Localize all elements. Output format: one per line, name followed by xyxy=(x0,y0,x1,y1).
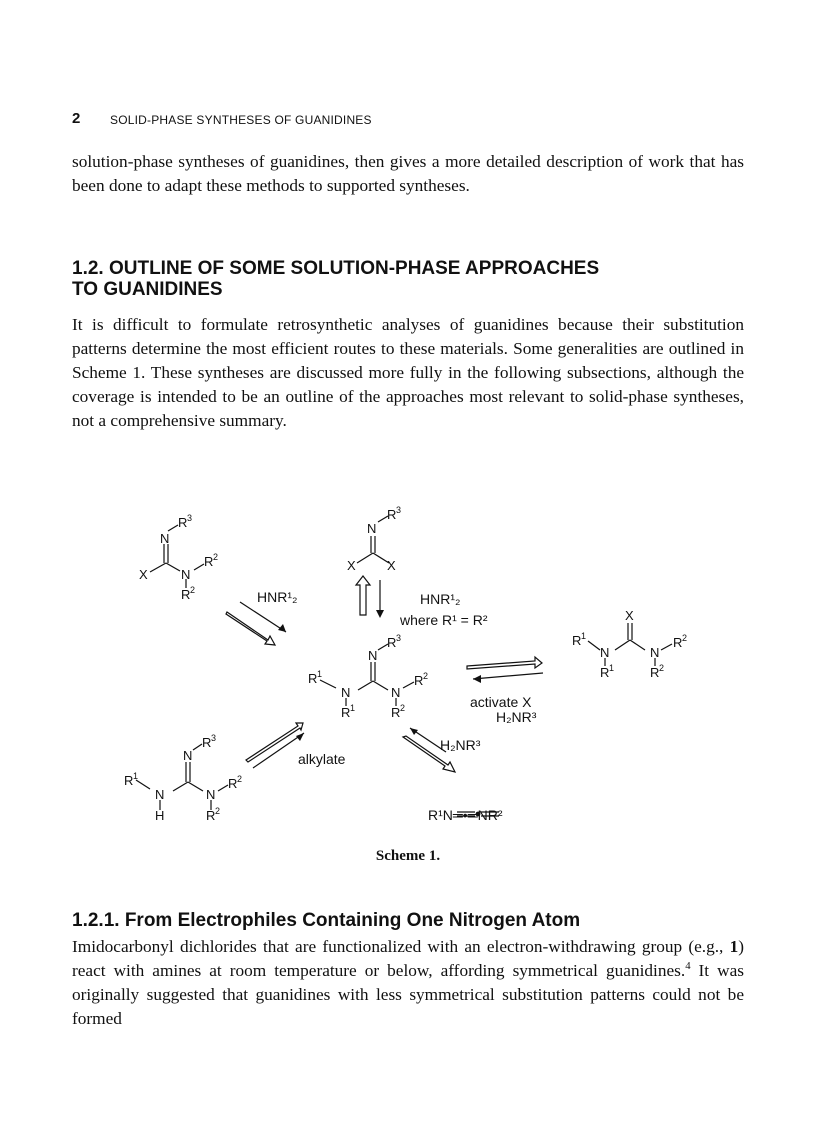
svg-text:2: 2 xyxy=(237,774,243,784)
svg-text:R: R xyxy=(600,665,610,680)
svg-text:R: R xyxy=(202,735,212,750)
section-heading-line2: TO GUANIDINES xyxy=(72,279,223,300)
svg-text:2: 2 xyxy=(190,585,196,595)
svg-text:R: R xyxy=(308,671,318,686)
svg-text:R: R xyxy=(414,673,424,688)
svg-text:2: 2 xyxy=(400,703,406,713)
svg-text:R: R xyxy=(673,635,683,650)
subsection-text-1: Imidocarbonyl dichlorides that are functionalized with an electron-withdrawing group (e.g., xyxy=(72,937,730,956)
scheme-caption: Scheme 1. xyxy=(375,848,441,864)
structure-top-left xyxy=(150,525,204,588)
svg-text:N: N xyxy=(181,567,191,582)
subsection-text-2: ) react with amines at room temperature or below, affording symmetrical guanidines. xyxy=(72,937,744,980)
svg-text:1: 1 xyxy=(581,631,587,641)
subsection-text-3: It was originally suggested that guanidines with less symmetrical substitution patterns could not be formed xyxy=(72,961,744,1028)
svg-text:2: 2 xyxy=(659,663,665,673)
scheme-1-svg xyxy=(120,500,720,840)
svg-text:2: 2 xyxy=(423,671,429,681)
page-number: 2 xyxy=(72,110,81,127)
label-activate: activate X xyxy=(470,694,532,710)
arrow-lower-left xyxy=(246,723,304,768)
svg-text:R: R xyxy=(341,705,351,720)
arrow-right-horizontal xyxy=(467,657,543,683)
svg-text:N: N xyxy=(600,645,610,660)
arrow-upper-left xyxy=(226,602,286,645)
svg-text:3: 3 xyxy=(396,505,402,515)
label-where: where R¹ = R² xyxy=(400,612,488,628)
svg-text:R: R xyxy=(387,635,397,650)
svg-text:2: 2 xyxy=(213,552,219,562)
label-hnr-left: HNR¹₂ xyxy=(257,589,298,605)
svg-text:X: X xyxy=(625,608,634,623)
subsection-paragraph xyxy=(72,935,744,1031)
footnote-ref: 4 xyxy=(685,960,691,973)
svg-text:H: H xyxy=(155,808,165,823)
svg-text:3: 3 xyxy=(211,733,217,743)
svg-text:R: R xyxy=(387,507,397,522)
svg-text:X: X xyxy=(139,567,148,582)
svg-text:N: N xyxy=(341,685,351,700)
svg-text:N: N xyxy=(160,531,170,546)
label-h2nr3-right: H₂NR³ xyxy=(496,709,537,725)
svg-text:N: N xyxy=(206,787,216,802)
svg-text:R: R xyxy=(204,554,214,569)
svg-text:1: 1 xyxy=(350,703,356,713)
svg-text:N: N xyxy=(391,685,401,700)
svg-text:N: N xyxy=(155,787,165,802)
svg-text:R: R xyxy=(650,665,660,680)
svg-text:X: X xyxy=(387,558,396,573)
subsection-heading: 1.2.1. From Electrophiles Containing One Nitrogen Atom xyxy=(72,910,581,931)
arrow-top-vertical xyxy=(356,576,384,618)
svg-text:R: R xyxy=(178,515,188,530)
label-carbodiimide: R¹N═•═NR² xyxy=(428,807,503,823)
svg-text:N: N xyxy=(368,648,378,663)
svg-text:3: 3 xyxy=(187,513,193,523)
running-title: SOLID-PHASE SYNTHESES OF GUANIDINES xyxy=(110,113,372,127)
scheme-1-figure xyxy=(120,500,720,840)
svg-text:R: R xyxy=(572,633,582,648)
svg-text:R: R xyxy=(391,705,401,720)
svg-text:1: 1 xyxy=(317,669,323,679)
section-heading xyxy=(72,258,752,300)
svg-text:1: 1 xyxy=(133,771,139,781)
svg-text:N: N xyxy=(183,748,193,763)
svg-text:1: 1 xyxy=(609,663,615,673)
svg-text:R: R xyxy=(181,587,191,602)
compound-ref: 1 xyxy=(729,937,739,956)
svg-text:N: N xyxy=(650,645,660,660)
intro-paragraph: solution-phase syntheses of guanidines, then gives a more detailed description of work that has been done to adapt these methods to supported syntheses. xyxy=(72,152,744,195)
svg-text:2: 2 xyxy=(682,633,688,643)
label-h2nr3-bottom: H₂NR³ xyxy=(440,737,481,753)
svg-text:2: 2 xyxy=(215,806,221,816)
section-paragraph: It is difficult to formulate retrosynthetic analyses of guanidines because their substitution patterns determine the most efficient routes to these materials. Some generalities are outlined in Scheme 1. These syntheses are discussed more fully in the following subsections, although the coverage is intended to be an outline of the approaches most relevant to solid-phase syntheses, not a comprehensive summary. xyxy=(72,315,744,430)
svg-text:R: R xyxy=(124,773,134,788)
section-heading-line1: 1.2. OUTLINE OF SOME SOLUTION-PHASE APPROACHES xyxy=(72,258,600,279)
svg-text:N: N xyxy=(367,521,377,536)
svg-text:R: R xyxy=(228,776,238,791)
svg-text:X: X xyxy=(347,558,356,573)
svg-text:R: R xyxy=(206,808,216,823)
label-hnr-top: HNR¹₂ xyxy=(420,591,461,607)
svg-text:3: 3 xyxy=(396,633,402,643)
label-alkylate: alkylate xyxy=(298,751,346,767)
running-header xyxy=(72,110,752,130)
